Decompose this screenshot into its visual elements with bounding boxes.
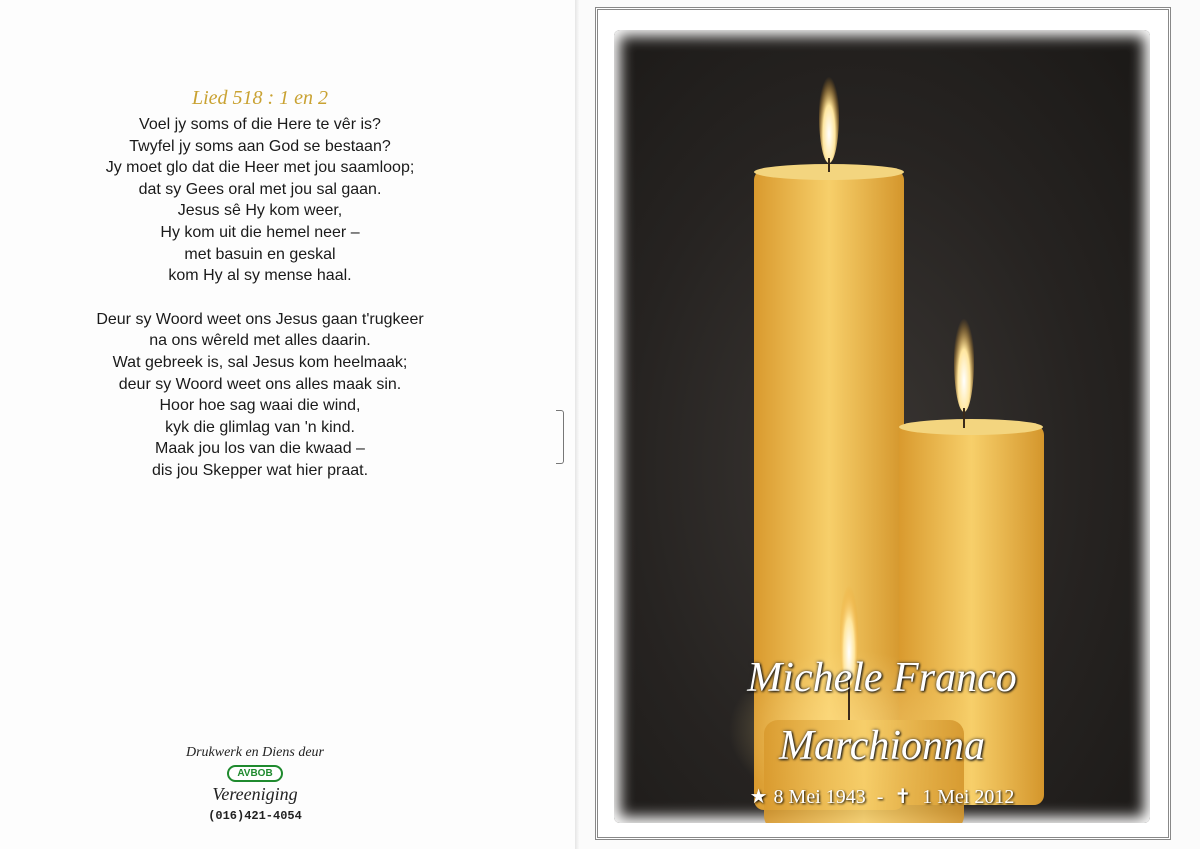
date-separator: - <box>876 786 884 808</box>
hymn-line: dat sy Gees oral met jou sal gaan. <box>138 180 382 198</box>
hymn-line: kyk die glimlag van 'n kind. <box>165 418 355 436</box>
hymn-verse-1 <box>0 114 520 287</box>
staple <box>556 410 564 464</box>
hymn-block <box>0 86 520 504</box>
birth-date: 8 Mei 1943 <box>773 786 866 808</box>
left-page <box>0 0 575 849</box>
hymn-line: dis jou Skepper wat hier praat. <box>151 461 369 479</box>
hymn-line: Jesus sê Hy kom weer, <box>177 202 343 220</box>
hymn-line: Twyfel jy soms aan God se bestaan? <box>129 137 391 155</box>
printer-location: Vereeniging <box>212 784 298 804</box>
hymn-title: Lied 518 : 1 en 2 <box>191 87 329 109</box>
printer-line: Drukwerk en Diens deur <box>185 745 325 760</box>
star-icon: ★ <box>749 786 768 808</box>
life-dates <box>614 784 1150 809</box>
page-spine <box>575 0 579 849</box>
candles-illustration <box>614 30 1150 823</box>
printer-phone: (016)421-4054 <box>208 809 302 823</box>
hymn-line: Deur sy Woord weet ons Jesus gaan t'rugkeer <box>96 310 424 328</box>
candles-photo <box>614 30 1150 823</box>
flame-tall <box>819 67 839 163</box>
hymn-line: na ons wêreld met alles daarin. <box>149 332 371 350</box>
flame-right <box>954 308 974 412</box>
hymn-line: met basuin en geskal <box>184 245 336 263</box>
hymn-line: deur sy Woord weet ons alles maak sin. <box>118 375 402 393</box>
deceased-name-line-2: Marchionna <box>778 723 986 769</box>
hymn-line: Jy moet glo dat die Heer met jou saamloop; <box>105 159 415 177</box>
hymn-line: kom Hy al sy mense haal. <box>168 267 352 285</box>
deceased-name-line-1: Michele Franco <box>747 655 1017 701</box>
hymn-line: Maak jou los van die kwaad – <box>155 440 365 458</box>
hymn-line: Hoor hoe sag waai die wind, <box>159 397 361 415</box>
hymn-verse-2 <box>0 309 520 482</box>
cross-icon: ✝ <box>894 786 912 808</box>
printer-credit <box>150 744 360 823</box>
death-date: 1 Mei 2012 <box>922 786 1015 808</box>
hymn-line: Wat gebreek is, sal Jesus kom heelmaak; <box>112 353 408 371</box>
hymn-line: Hy kom uit die hemel neer – <box>160 223 360 241</box>
hymn-line: Voel jy soms of die Here te vêr is? <box>139 116 381 133</box>
avbob-logo: AVBOB <box>227 765 282 782</box>
